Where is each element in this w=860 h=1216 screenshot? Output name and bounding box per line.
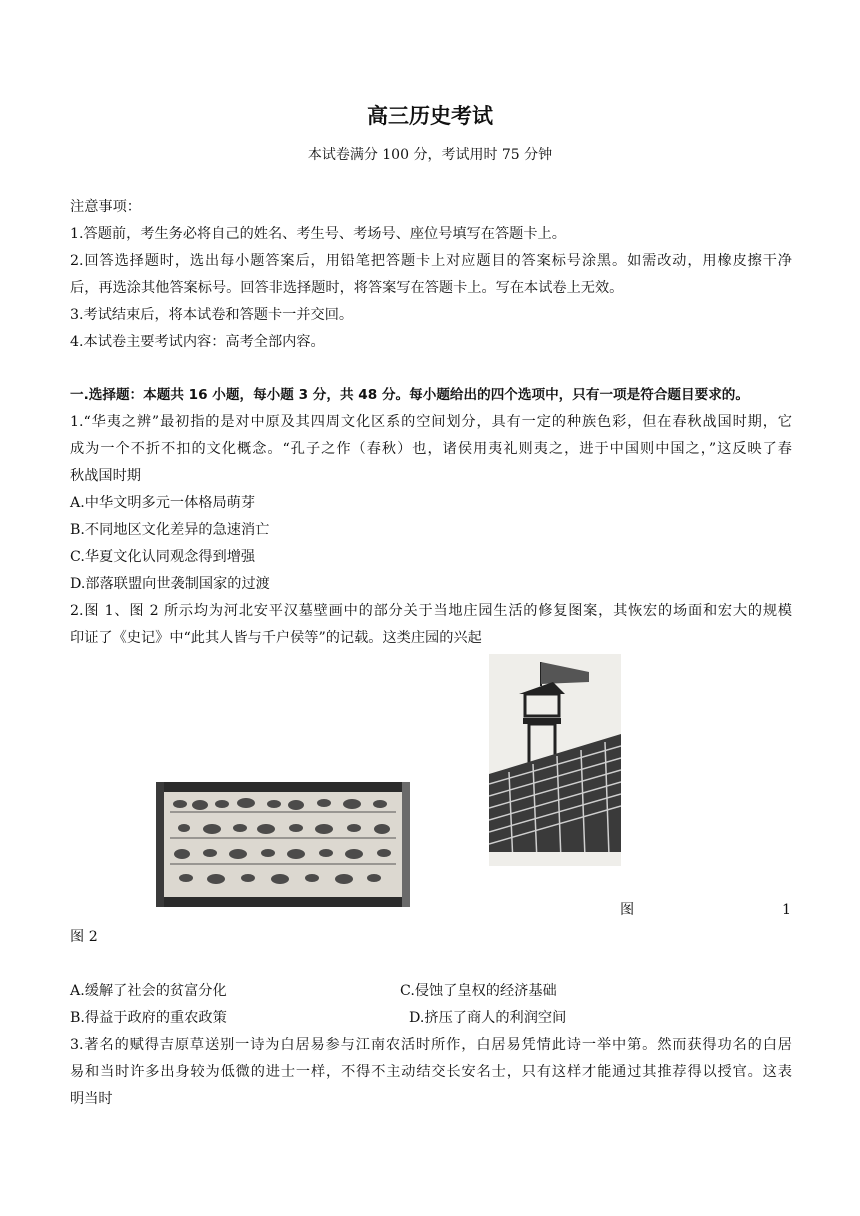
q1-option-b: B.不同地区文化差异的急速消亡 [70,522,270,538]
note-item: 2.回答选择题时，选出每小题答案后，用铅笔把答题卡上对应题目的答案标号涂黑。如需改动，用橡皮擦干净 [70,253,792,269]
notes-heading: 注意事项： [70,199,141,215]
page-title: 高三历史考试 [367,104,493,128]
figure-2-caption: 图 2 [70,929,98,945]
question-1-line: 1.“华夷之辨”最初指的是对中原及其四周文化区系的空间划分，具有一定的种族色彩，但在春秋战国时期，它 [70,414,792,430]
q2-option-b: B.得益于政府的重农政策 [70,1010,227,1026]
note-item: 3.考试结束后，将本试卷和答题卡一并交回。 [70,307,354,323]
q1-option-a: A.中华文明多元一体格局萌芽 [70,495,256,511]
question-2-line: 印证了《史记》中“此其人皆与千户侯等”的记载。这类庄园的兴起 [70,630,482,646]
question-1-line: 成为一个不折不扣的文化概念。“孔子之作（春秋）也，诸侯用夷礼则夷之，进于中国则中国之，”这反映了春 [70,441,792,457]
note-item: 1.答题前，考生务必将自己的姓名、考生号、考场号、座位号填写在答题卡上。 [70,226,566,242]
question-2-line: 2.图 1、图 2 所示均为河北安平汉墓壁画中的部分关于当地庄园生活的修复图案，其恢宏的场面和宏大的规模 [70,603,792,619]
figure-caption-label: 图 [620,902,635,918]
q2-option-a: A.缓解了社会的贫富分化 [70,983,227,999]
q2-option-c: C.侵蚀了皇权的经济基础 [400,983,557,999]
note-item: 4.本试卷主要考试内容：高考全部内容。 [70,334,325,350]
question-3-line: 易和当时许多出身较为低微的进士一样，不得不主动结交长安名士，只有这样才能通过其推荐得以授官。这表 [70,1064,792,1080]
section-heading: 一.选择题：本题共 16 小题，每小题 3 分，共 48 分。每小题给出的四个选项中，只有一项是符合题目要求的。 [70,387,749,403]
question-3-line: 明当时 [70,1091,113,1107]
q2-option-d: D.挤压了商人的利润空间 [409,1010,567,1026]
question-3-line: 3.著名的赋得吉原草送别一诗为白居易参与江南农活时所作，白居易凭情此诗一举中第。然而获得功名的白居 [70,1037,792,1053]
figure-caption-number: 1 [782,902,792,918]
question-1-line: 秋战国时期 [70,468,141,484]
q1-option-d: D.部落联盟向世袭制国家的过渡 [70,576,270,592]
exam-info: 本试卷满分 100 分，考试用时 75 分钟 [307,147,553,163]
note-item: 后，再选涂其他答案标号。回答非选择题时，将答案写在答题卡上。写在本试卷上无效。 [70,280,624,296]
mural-procession-image [156,782,410,907]
q1-option-c: C.华夏文化认同观念得到增强 [70,549,256,565]
manor-building-image [489,654,621,866]
